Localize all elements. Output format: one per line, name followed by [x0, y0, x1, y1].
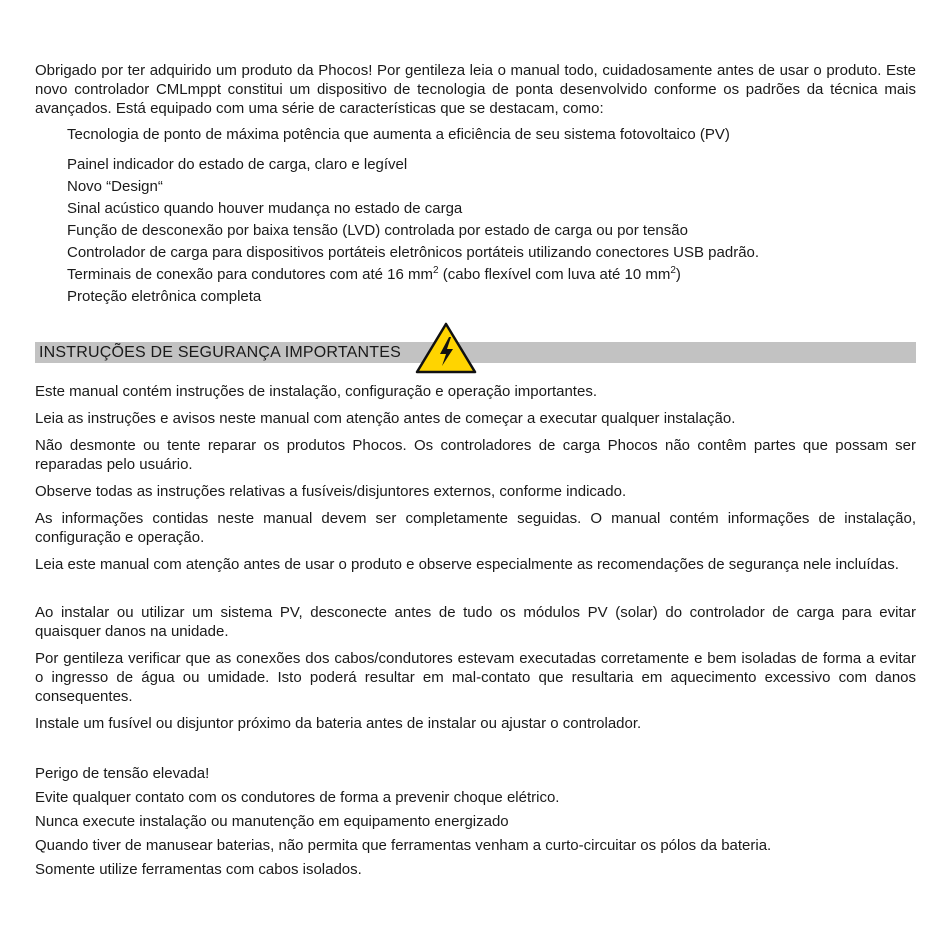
danger-line: Quando tiver de manusear baterias, não permita que ferramentas venham a curto-circuitar os pólos da bateria.: [35, 837, 772, 854]
safety-paragraph: Leia as instruções e avisos neste manual com atenção antes de começar a executar qualquer instalação.: [35, 410, 736, 427]
feature-item: Controlador de carga para dispositivos portáteis eletrônicos portáteis utilizando conectores USB padrão.: [67, 244, 760, 261]
feature-item: Novo “Design“: [67, 178, 163, 195]
terminals-middle: (cabo flexível com luva até 10 mm: [438, 266, 671, 283]
feature-item: Painel indicador do estado de carga, claro e legível: [67, 156, 408, 173]
install-paragraph: Instale um fusível ou disjuntor próximo da bateria antes de instalar ou ajustar o controlador.: [35, 715, 642, 732]
safety-paragraph: Este manual contém instruções de instalação, configuração e operação importantes.: [35, 383, 597, 400]
terminals-prefix: Terminais de conexão para condutores com até 16 mm: [67, 266, 434, 283]
high-voltage-warning-icon: [415, 322, 477, 374]
danger-line: Perigo de tensão elevada!: [35, 765, 210, 782]
feature-item: Proteção eletrônica completa: [67, 288, 262, 305]
feature-item: Tecnologia de ponto de máxima potência que aumenta a eficiência de seu sistema fotovoltaico (PV): [67, 126, 730, 143]
superscript-2: 2: [433, 265, 439, 276]
danger-line: Nunca execute instalação ou manutenção em equipamento energizado: [35, 813, 509, 830]
safety-section: [35, 382, 916, 882]
intro-paragraph: Obrigado por ter adquirido um produto da Phocos! Por gentileza leia o manual todo, cuidadosamente antes de usar o produto. Este novo controlador CMLmppt constitui um dispositivo de tecnologia de ponta desenvolvido conforme os padrões da técnica mais avançados. Está equipado com uma série de características que se destacam, como:: [35, 62, 916, 117]
safety-heading: INSTRUÇÕES DE SEGURANÇA IMPORTANTES: [39, 344, 402, 361]
safety-paragraph: Leia este manual com atenção antes de usar o produto e observe especialmente as recomendações de segurança nele incluídas.: [35, 556, 899, 573]
install-paragraph: Ao instalar ou utilizar um sistema PV, desconecte antes de tudo os módulos PV (solar) do controlador de carga para evitar quaisquer danos na unidade.: [35, 604, 916, 640]
feature-item: Função de desconexão por baixa tensão (LVD) controlada por estado de carga ou por tensão: [67, 222, 688, 239]
safety-paragraph: As informações contidas neste manual devem ser completamente seguidas. O manual contém informações de instalação, configuração e operação.: [35, 510, 916, 546]
danger-line: Evite qualquer contato com os condutores de forma a prevenir choque elétrico.: [35, 789, 560, 806]
safety-paragraph: Observe todas as instruções relativas a fusíveis/disjuntores externos, conforme indicado.: [35, 483, 627, 500]
install-paragraph: Por gentileza verificar que as conexões dos cabos/condutores estevam executadas corretamente e bem isoladas de forma a evitar o ingresso de água ou umidade. Isto poderá resultar em mal-contato que resultaria em aquecimento excessivo com danos consequentes.: [35, 650, 916, 705]
terminals-suffix: ): [675, 266, 681, 283]
superscript-2: 2: [670, 265, 676, 276]
spacer: [35, 582, 916, 603]
danger-line: Somente utilize ferramentas com cabos isolados.: [35, 861, 362, 878]
feature-item-terminals: [67, 264, 916, 286]
safety-paragraph: Não desmonte ou tente reparar os produtos Phocos. Os controladores de carga Phocos não contêm partes que possam ser reparadas pelo usuário.: [35, 437, 916, 473]
feature-item: Sinal acústico quando houver mudança no estado de carga: [67, 200, 463, 217]
intro-section: [35, 61, 916, 308]
spacer: [35, 741, 916, 762]
feature-list: [67, 124, 916, 308]
